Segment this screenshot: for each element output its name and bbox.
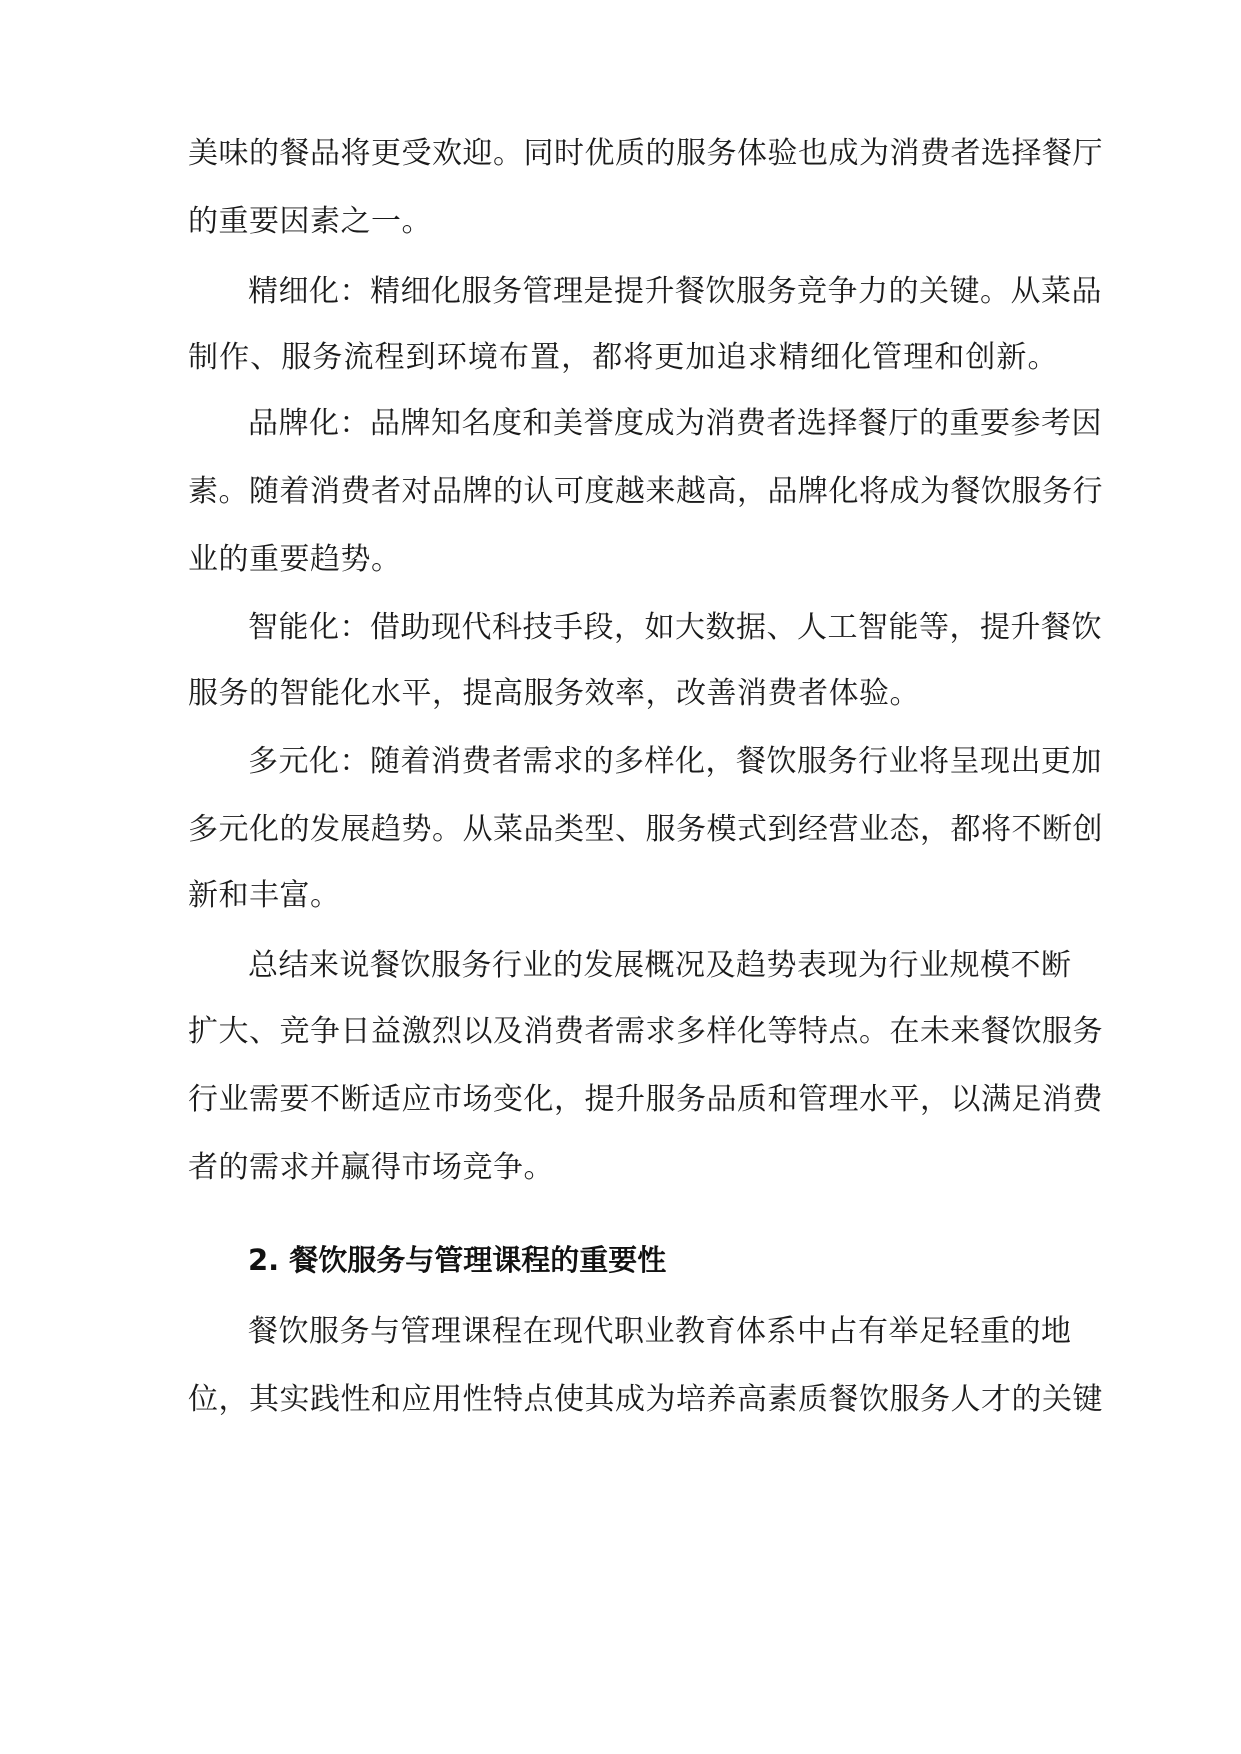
paragraph-line: 多元化的发展趋势。从菜品类型、服务模式到经营业态，都将不断创 xyxy=(188,812,1103,847)
paragraph-line: 品牌化：品牌知名度和美誉度成为消费者选择餐厅的重要参考因 xyxy=(248,406,1102,441)
paragraph-line: 总结来说餐饮服务行业的发展概况及趋势表现为行业规模不断 xyxy=(248,948,1072,983)
paragraph-line: 服务的智能化水平，提高服务效率，改善消费者体验。 xyxy=(188,676,920,711)
paragraph-line: 位，其实践性和应用性特点使其成为培养高素质餐饮服务人才的关键 xyxy=(188,1382,1103,1417)
section-heading: 2. 餐饮服务与管理课程的重要性 xyxy=(248,1243,667,1277)
paragraph-line: 的重要因素之一。 xyxy=(188,204,432,239)
paragraph-line: 餐饮服务与管理课程在现代职业教育体系中占有举足轻重的地 xyxy=(248,1314,1072,1349)
paragraph-line: 多元化：随着消费者需求的多样化，餐饮服务行业将呈现出更加 xyxy=(248,744,1102,779)
paragraph-line: 素。随着消费者对品牌的认可度越来越高，品牌化将成为餐饮服务行 xyxy=(188,474,1103,509)
paragraph-line: 新和丰富。 xyxy=(188,878,341,913)
paragraph-line: 者的需求并赢得市场竞争。 xyxy=(188,1150,554,1185)
paragraph-line: 扩大、竞争日益激烈以及消费者需求多样化等特点。在未来餐饮服务 xyxy=(188,1014,1103,1049)
paragraph-line: 智能化：借助现代科技手段，如大数据、人工智能等，提升餐饮 xyxy=(248,610,1102,645)
paragraph-line: 精细化：精细化服务管理是提升餐饮服务竞争力的关键。从菜品 xyxy=(248,274,1102,309)
paragraph-line: 制作、服务流程到环境布置，都将更加追求精细化管理和创新。 xyxy=(188,340,1058,375)
paragraph-line: 美味的餐品将更受欢迎。同时优质的服务体验也成为消费者选择餐厅 xyxy=(188,136,1103,171)
paragraph-line: 行业需要不断适应市场变化，提升服务品质和管理水平，以满足消费 xyxy=(188,1082,1103,1117)
paragraph-line: 业的重要趋势。 xyxy=(188,542,402,577)
